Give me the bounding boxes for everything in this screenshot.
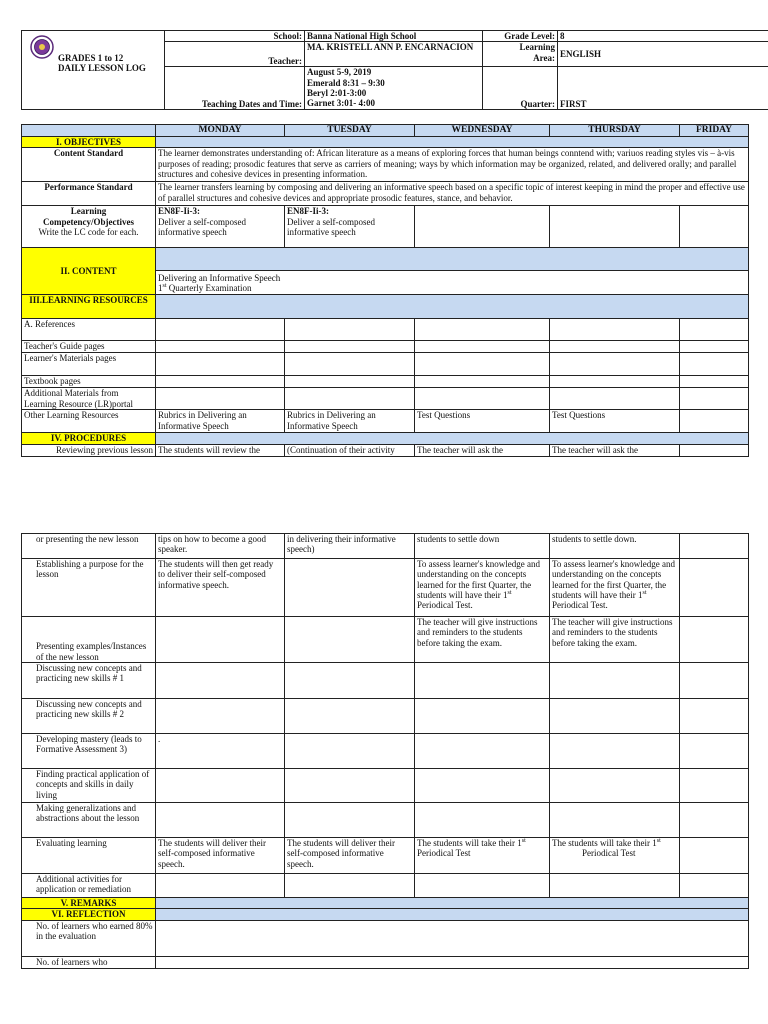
learning-area-value: ENGLISH [558, 42, 768, 67]
dll-title: GRADES 1 to 12 DAILY LESSON LOG [58, 52, 146, 74]
cell [156, 376, 285, 388]
cell [285, 388, 415, 410]
resources-band [156, 295, 749, 319]
cell [550, 769, 680, 803]
presenting-tuesday: in delivering their informative speech) [285, 534, 415, 559]
day-thursday: THURSDAY [550, 125, 680, 137]
evaluating-thursday-sup: st [656, 838, 661, 844]
evaluating-wednesday-a: The students will take their 1 [417, 838, 522, 848]
cell [680, 388, 749, 410]
cell [680, 534, 749, 559]
cell [550, 803, 680, 838]
cell [156, 803, 285, 838]
quarter-label: Quarter: [483, 67, 558, 110]
cell [680, 874, 749, 898]
cell [156, 617, 285, 663]
purpose-monday: The students will then get ready to deliver their self-composed informative speech. [156, 559, 285, 617]
presenting-monday: tips on how to become a good speaker. [156, 534, 285, 559]
procedures-band [156, 433, 749, 445]
cell [680, 663, 749, 699]
reviewing-tuesday: (Continuation of their activity [285, 445, 415, 457]
evaluating-thursday-b: Periodical Test [582, 848, 636, 859]
evaluating-monday: The students will deliver their self-composed informative speech. [156, 838, 285, 874]
other-resources-tuesday: Rubrics in Delivering an Informative Speech [285, 410, 415, 433]
other-resources-wednesday: Test Questions [415, 410, 550, 433]
content-line-1: Delivering an Informative Speech [158, 272, 281, 283]
cell [156, 388, 285, 410]
cell [680, 410, 749, 433]
cell [285, 769, 415, 803]
learners-80-label: No. of learners who earned 80% in the evaluation [22, 920, 156, 956]
cell [550, 341, 680, 353]
reviewing-monday: The students will review the [156, 445, 285, 457]
cell [415, 388, 550, 410]
content-standard-label: Content Standard [22, 148, 156, 182]
cell [680, 769, 749, 803]
grade-level-label: Grade Level: [483, 31, 558, 42]
textbook-pages-label: Textbook pages [22, 376, 156, 388]
cell [285, 663, 415, 699]
day-tuesday: TUESDAY [285, 125, 415, 137]
learning-resources-heading: III.LEARNING RESOURCES [22, 295, 156, 319]
cell [156, 663, 285, 699]
day-monday: MONDAY [156, 125, 285, 137]
purpose-thursday-a: To assess learner's knowledge and understanding on the concepts learned for the first Quarter, the students will have their 1 [552, 559, 675, 601]
cell [156, 769, 285, 803]
performance-standard-text: The learner transfers learning by composing and delivering an informative speech based on a specific topic of interest keeping in mind the proper and effective use of parallel structures and cohesive devices and appropriate prosodic features, stance, and behavior. [156, 182, 749, 206]
learning-area-label: Learning Area: [483, 42, 558, 67]
cell [415, 769, 550, 803]
purpose-thursday-b: Periodical Test. [552, 600, 608, 611]
mastery-monday: . [156, 734, 285, 769]
cell [550, 663, 680, 699]
school-label: School: [165, 31, 305, 42]
evaluating-wednesday [415, 838, 550, 874]
grade-level-value: 8 [558, 31, 768, 42]
cell [415, 699, 550, 734]
corner-cell [22, 125, 156, 137]
learners-more-value [156, 956, 749, 968]
cell [680, 838, 749, 874]
presenting-wednesday: students to settle down [415, 534, 550, 559]
cell [415, 803, 550, 838]
generalizations-label: Making generalizations and abstractions about the lesson [22, 803, 156, 838]
evaluating-wednesday-b: Periodical Test [417, 848, 471, 859]
evaluating-thursday [550, 838, 680, 874]
learners-materials-label: Learner's Materials pages [22, 353, 156, 376]
purpose-wednesday [415, 559, 550, 617]
lesson-log-table-page1 [21, 124, 749, 457]
reviewing-thursday: The teacher will ask the [550, 445, 680, 457]
competency-label-cell [22, 206, 156, 248]
teaching-dates-label: Teaching Dates and Time: [165, 67, 305, 110]
cell [156, 699, 285, 734]
competency-friday [680, 206, 749, 248]
competency-label: Learning Competency/Objectives [43, 206, 134, 227]
additional-activities-label: Additional activities for application or remediation [22, 874, 156, 898]
lesson-log-table-page2 [21, 533, 749, 969]
content-text [156, 271, 749, 295]
cell [680, 445, 749, 457]
cell [550, 353, 680, 376]
cell [285, 341, 415, 353]
cell [285, 353, 415, 376]
learners-more-label: No. of learners who [22, 956, 156, 968]
cell [550, 319, 680, 341]
cell [415, 341, 550, 353]
purpose-wednesday-b: Periodical Test. [417, 600, 473, 611]
practical-application-label: Finding practical application of concepts and skills in daily living [22, 769, 156, 803]
cell [156, 353, 285, 376]
cell [550, 388, 680, 410]
content-line-2-num: 1 [158, 282, 163, 293]
purpose-thursday [550, 559, 680, 617]
cell [550, 699, 680, 734]
cell [285, 617, 415, 663]
cell [550, 734, 680, 769]
remarks-band [156, 898, 749, 909]
cell [680, 341, 749, 353]
purpose-tuesday [285, 559, 415, 617]
cell [285, 699, 415, 734]
other-resources-label: Other Learning Resources [22, 410, 156, 433]
purpose-thursday-sup: st [642, 590, 647, 597]
examples-wednesday: The teacher will give instructions and reminders to the students before taking the exam. [415, 617, 550, 663]
competency-text-monday: Deliver a self-composed informative speech [158, 216, 246, 238]
reviewing-label: Reviewing previous lesson [22, 445, 156, 457]
cell [156, 319, 285, 341]
content-line-2 [158, 283, 746, 293]
cell [415, 663, 550, 699]
cell [680, 699, 749, 734]
school-value: Banna National High School [305, 31, 483, 42]
cell [550, 376, 680, 388]
teaching-dates-value: August 5-9, 2019 Emerald 8:31 – 9:30 Beryl 2:01-3:00 Garnet 3:01- 4:00 [305, 67, 483, 110]
cell [285, 734, 415, 769]
cell [415, 376, 550, 388]
competency-tuesday [285, 206, 415, 248]
procedures-heading: IV. PROCEDURES [22, 433, 156, 445]
quarter-value: FIRST [558, 67, 768, 110]
cell [680, 376, 749, 388]
evaluating-thursday-a: The students will take their 1 [552, 838, 657, 848]
mastery-label: Developing mastery (leads to Formative Assessment 3) [22, 734, 156, 769]
discussing-1-label: Discussing new concepts and practicing new skills # 1 [22, 663, 156, 699]
competency-wednesday [415, 206, 550, 248]
cell [156, 341, 285, 353]
evaluating-tuesday: The students will deliver their self-composed informative speech. [285, 838, 415, 874]
cell [680, 617, 749, 663]
cell [415, 874, 550, 898]
reflection-band [156, 909, 749, 920]
cell [415, 734, 550, 769]
cell [156, 874, 285, 898]
reviewing-wednesday: The teacher will ask the [415, 445, 550, 457]
evaluating-label: Evaluating learning [22, 838, 156, 874]
additional-materials-label: Additional Materials from Learning Resource (LR)portal [22, 388, 156, 410]
content-band [156, 248, 749, 271]
cell [285, 874, 415, 898]
remarks-heading: V. REMARKS [22, 898, 156, 909]
reflection-heading: VI. REFLECTION [22, 909, 156, 920]
content-line-2-rest: Quarterly Examination [166, 282, 252, 293]
cell [680, 734, 749, 769]
presenting-thursday: students to settle down. [550, 534, 680, 559]
cell [415, 353, 550, 376]
performance-standard-label: Performance Standard [22, 182, 156, 206]
examples-thursday: The teacher will give instructions and reminders to the students before taking the exam. [550, 617, 680, 663]
cell [285, 319, 415, 341]
purpose-label: Establishing a purpose for the lesson [22, 559, 156, 617]
cell [680, 559, 749, 617]
objectives-band [156, 137, 749, 148]
cell [680, 319, 749, 341]
learners-80-value [156, 920, 749, 956]
teachers-guide-label: Teacher's Guide pages [22, 341, 156, 353]
other-resources-thursday: Test Questions [550, 410, 680, 433]
cell [680, 353, 749, 376]
teacher-value: MA. KRISTELL ANN P. ENCARNACION [305, 42, 483, 67]
content-heading: II. CONTENT [22, 248, 156, 295]
purpose-wednesday-a: To assess learner's knowledge and understanding on the concepts learned for the first Quarter, the students will have their 1 [417, 559, 540, 601]
dll-title-cell [22, 31, 165, 110]
presenting-lesson-label: or presenting the new lesson [22, 534, 156, 559]
competency-code-monday: EN8F-Ii-3: [158, 206, 200, 217]
cell [680, 803, 749, 838]
discussing-2-label: Discussing new concepts and practicing new skills # 2 [22, 699, 156, 734]
competency-code-tuesday: EN8F-Ii-3: [287, 206, 329, 217]
competency-text-tuesday: Deliver a self-composed informative speech [287, 216, 375, 238]
examples-label: Presenting examples/Instances of the new lesson [22, 617, 156, 663]
teacher-label: Teacher: [165, 42, 305, 67]
day-friday: FRIDAY [680, 125, 749, 137]
day-wednesday: WEDNESDAY [415, 125, 550, 137]
competency-thursday [550, 206, 680, 248]
evaluating-wednesday-sup: st [521, 838, 526, 844]
content-line-2-sup: st [162, 282, 167, 289]
references-label: A. References [22, 319, 156, 341]
header-table [21, 30, 768, 110]
competency-sub-label: Write the LC code for each. [38, 227, 139, 238]
purpose-wednesday-sup: st [507, 590, 512, 597]
cell [550, 874, 680, 898]
competency-monday [156, 206, 285, 248]
other-resources-monday: Rubrics in Delivering an Informative Speech [156, 410, 285, 433]
cell [285, 803, 415, 838]
objectives-heading: I. OBJECTIVES [22, 137, 156, 148]
content-standard-text: The learner demonstrates understanding of: African literature as a means of exploring forces that human beings conntend with; variuos reading styles vis – à-vis purposes of reading; prosodic features that serve as carriers of meaning; ways by which information may be organized, related, and delivered orally; and parallel structures and cohesive devices in presenting information. [156, 148, 749, 182]
cell [415, 319, 550, 341]
cell [285, 376, 415, 388]
